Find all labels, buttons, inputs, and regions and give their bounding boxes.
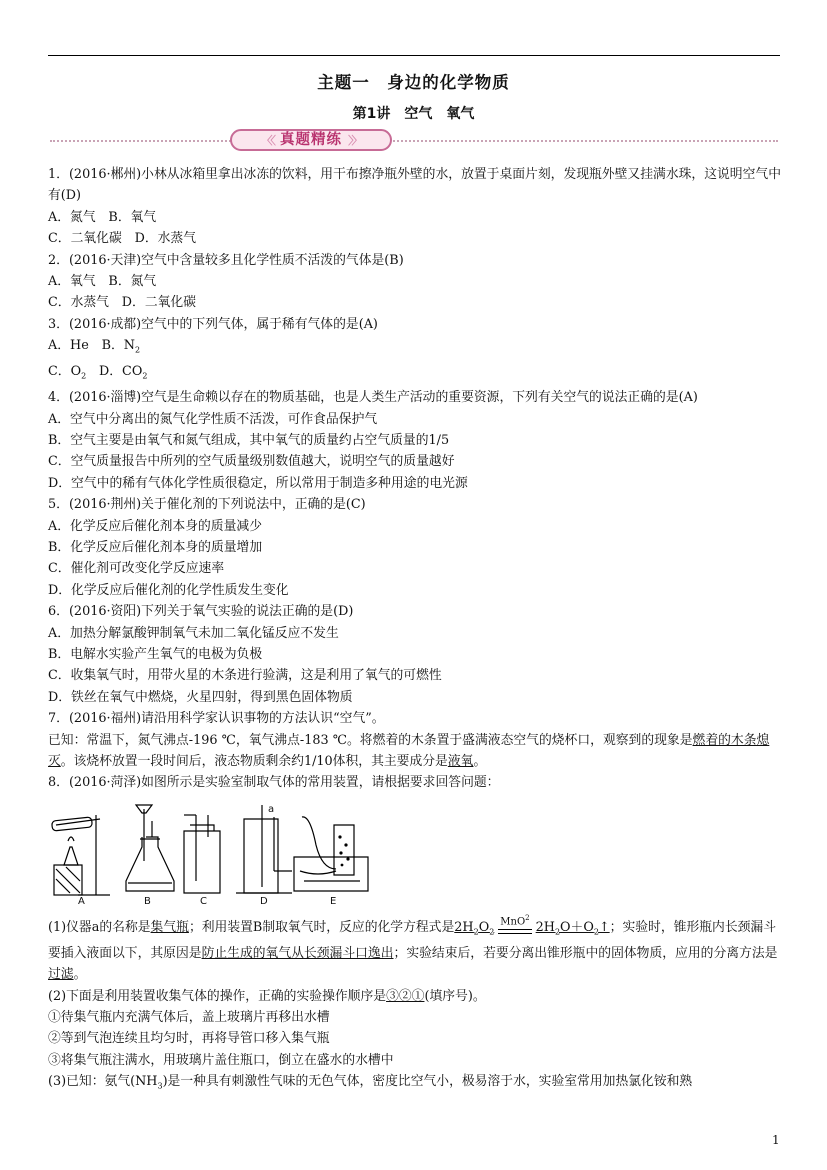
q8-step-3: ③将集气瓶注满水，用玻璃片盖住瓶口，倒立在盛水的水槽中 xyxy=(48,1052,394,1068)
figure-label-instrument-a: a xyxy=(268,803,275,815)
q3-option-cd: C．$O_2$ D．$CO_2$ xyxy=(48,364,148,381)
chevron-right-icon: 〉〉 xyxy=(348,134,361,147)
q8-part-1: (1)仪器a的名称是集气瓶；利用装置B制取氧气时，反应的化学方程式是$2H_2O_2$ MnO$^2$ $2H_2O+O_2↑$；实验时，锥形瓶内长颈漏斗要插入液面以下，其原因是防止生成的氧气从长颈漏斗口逸出；实验结束后，若要分离出锥形瓶中的固体物质，应用的分离方法是过滤。 xyxy=(48,914,778,983)
q4-option-c: C．空气质量报告中所列的空气质量级别数值越大，说明空气的质量越好 xyxy=(48,454,455,470)
q5-stem: 5．(2016·荆州)关于催化剂的下列说法中，正确的是(C) xyxy=(48,497,366,513)
q5-option-b: B．化学反应后催化剂本身的质量增加 xyxy=(48,540,263,555)
q8-stem: 8．(2016·菏泽)如图所示是实验室制取气体的常用装置，请根据要求回答问题： xyxy=(48,775,500,791)
q7-stem: 7．(2016·福州)请沿用科学家认识事物的方法认识“空气”。 xyxy=(48,711,385,727)
banner-dotted-line xyxy=(50,140,778,142)
header-rule xyxy=(48,55,780,56)
question-list xyxy=(48,164,782,1097)
banner-label: 真题精练 xyxy=(280,132,342,148)
q7-answer-2: 液氧 xyxy=(447,754,474,770)
figure-label-a: A xyxy=(78,895,85,907)
figure-label-d: D xyxy=(260,895,268,907)
page-number: 1 xyxy=(772,1133,780,1147)
figure-label-c: C xyxy=(200,895,207,907)
q5-option-d: D．化学反应后催化剂的化学性质发生变化 xyxy=(48,582,289,598)
q3-option-ab: A．He B．$N_2$ xyxy=(48,338,141,355)
q8-equation-right: $2H_2O+O_2↑$ xyxy=(535,919,610,937)
q6-option-a: A．加热分解氯酸钾制氧气未加二氧化锰反应不发生 xyxy=(48,625,339,641)
q8-answer-3: 过滤 xyxy=(48,967,74,983)
q6-option-b: B．电解水实验产生氧气的电极为负极 xyxy=(48,647,263,663)
gas-arrow-icon: ↑ xyxy=(598,919,610,935)
q8-step-1: ①待集气瓶内充满气体后，盖上玻璃片再移出水槽 xyxy=(48,1010,330,1026)
q2-stem: 2．(2016·天津)空气中含量较多且化学性质不活泼的气体是(B) xyxy=(48,252,404,268)
banner-pill xyxy=(230,129,392,151)
apparatus-figure xyxy=(48,797,388,915)
q1-option-cd: C．二氧化碳 D．水蒸气 xyxy=(48,231,197,247)
q8-answer-1: 集气瓶 xyxy=(150,919,189,935)
q8-part-2: (2)下面是利用装置收集气体的操作，正确的实验操作顺序是③②①(填序号)。 xyxy=(48,988,486,1004)
q5-option-a: A．化学反应后催化剂本身的质量减少 xyxy=(48,518,262,534)
q4-option-a: A．空气中分离出的氮气化学性质不活泼，可作食品保护气 xyxy=(48,411,378,427)
section-banner xyxy=(50,128,778,154)
q5-option-c: C．催化剂可改变化学反应速率 xyxy=(48,561,225,577)
q8-answer-2: 防止生成的氧气从长颈漏斗口逸出 xyxy=(201,945,394,961)
q3-stem: 3．(2016·成都)空气中的下列气体，属于稀有气体的是(A) xyxy=(48,316,378,332)
q4-stem: 4．(2016·淄博)空气是生命赖以存在的物质基础，也是人类生产活动的重要资源，下列有关空气的说法正确的是(A) xyxy=(48,390,698,406)
figure-label-b: B xyxy=(144,895,151,907)
q8-equation-left: $2H_2O_2$ xyxy=(454,919,495,937)
q8-part-3: (3)已知：氨气$(NH_3)$是一种具有刺激性气味的无色气体，密度比空气小，极易溶于水，实验室常用加热氯化铵和熟 xyxy=(48,1074,693,1091)
q6-option-d: D．铁丝在氧气中燃烧，火星四射，得到黑色固体物质 xyxy=(48,689,353,705)
figure-label-e: E xyxy=(330,895,337,907)
q6-option-c: C．收集氧气时，用带火星的木条进行验满，这是利用了氧气的可燃性 xyxy=(48,668,442,684)
page-title: 主题一 身边的化学物质 xyxy=(317,73,510,92)
chevron-left-icon: 〈〈 xyxy=(261,134,274,147)
q4-option-b: B．空气主要是由氧气和氮气组成，其中氧气的质量约占空气质量的1/5 xyxy=(48,432,450,448)
q8-step-2: ②等到气泡连续且均匀时，再将导管口移入集气瓶 xyxy=(48,1031,330,1047)
q2-option-ab: A．氧气 B．氮气 xyxy=(48,274,157,290)
q1-option-ab: A．氮气 B．氧气 xyxy=(48,209,157,225)
q2-option-cd: C．水蒸气 D．二氧化碳 xyxy=(48,295,197,311)
page-subtitle: 第1讲 空气 氧气 xyxy=(352,106,475,122)
q7-body: 已知：常温下，氮气沸点-196 ℃，氧气沸点-183 ℃。将燃着的木条置于盛满液态空气的烧杯口，观察到的现象是燃着的木条熄灭。该烧杯放置一段时间后，液态物质剩余约1/10体积，其主要成分是液氧。 xyxy=(48,732,770,770)
equation-condition: MnO$^2$ xyxy=(498,913,531,933)
q8-answer-4: ③②① xyxy=(386,988,425,1004)
q4-option-d: D．空气中的稀有气体化学性质很稳定，所以常用于制造多种用途的电光源 xyxy=(48,475,468,491)
q6-stem: 6．(2016·资阳)下列关于氧气实验的说法正确的是(D) xyxy=(48,604,354,620)
q1-stem: 1．(2016·郴州)小林从冰箱里拿出冰冻的饮料，用干布擦净瓶外壁的水，放置于桌面片刻，发现瓶外壁又挂满水珠，这说明空气中有(D) xyxy=(48,167,781,204)
apparatus-drawing xyxy=(48,797,388,915)
q7-answer-1: 燃着的木条熄灭 xyxy=(48,732,770,770)
